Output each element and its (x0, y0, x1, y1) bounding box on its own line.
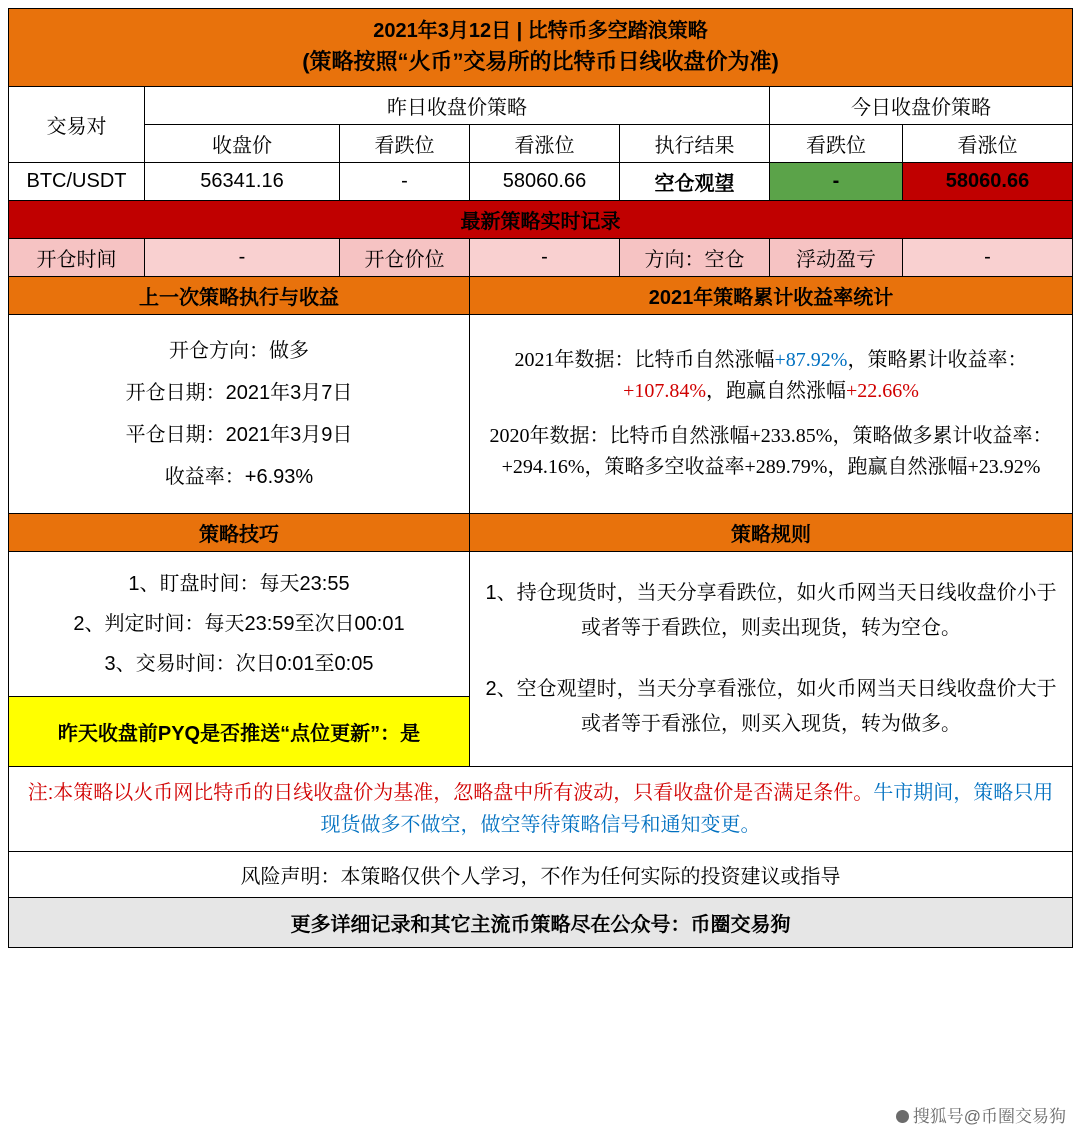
cell-bear-yesterday: - (340, 162, 470, 200)
stats-2021-cumulative: +107.84% (623, 379, 707, 402)
cell-bull-yesterday: 58060.66 (470, 162, 620, 200)
last-trade-profit: 收益率：+6.93% (164, 465, 314, 488)
tip-item-3: 3、交易时间：次日0:01至0:05 (104, 652, 374, 675)
table-row (9, 162, 1073, 200)
watermark-dot-icon (896, 1110, 909, 1123)
pnl-label: 浮动盈亏 (770, 238, 903, 276)
last-trade-block (9, 314, 470, 513)
col-header-bear-yesterday: 看跌位 (340, 124, 470, 162)
page-title (9, 9, 1073, 87)
title-line-1: 2021年3月12日 | 比特币多空踏浪策略 (373, 20, 708, 42)
note-red: 注:本策略以火币网比特币的日线收盘价为基准，忽略盘中所有波动，只看收盘价是否满足条件。 (27, 781, 874, 804)
col-group-today: 今日收盘价策略 (770, 86, 1073, 124)
table-group-header-row (9, 86, 1073, 124)
last-trade-open-date: 开仓日期：2021年3月7日 (125, 381, 353, 404)
rules-title: 策略规则 (470, 513, 1073, 551)
record-title: 最新策略实时记录 (9, 200, 1073, 238)
strategy-table (8, 8, 1073, 948)
watermark-text: 搜狐号@币圈交易狗 (912, 1107, 1066, 1126)
header-row (9, 9, 1073, 87)
tips-block (9, 551, 470, 696)
open-price-value: - (470, 238, 620, 276)
tips-title: 策略技巧 (9, 513, 470, 551)
last-trade-direction: 开仓方向：做多 (169, 339, 309, 362)
cell-close: 56341.16 (145, 162, 340, 200)
disclaimer: 风险声明：本策略仅供个人学习，不作为任何实际的投资建议或指导 (9, 851, 1073, 897)
cell-pair: BTC/USDT (9, 162, 145, 200)
cell-bear-today: - (770, 162, 903, 200)
rules-block (470, 551, 1073, 766)
stats-block (470, 314, 1073, 513)
notes-block (9, 766, 1073, 851)
last-trade-stats-row (9, 314, 1073, 513)
open-time-label: 开仓时间 (9, 238, 145, 276)
col-header-close: 收盘价 (145, 124, 340, 162)
notes-row (9, 766, 1073, 851)
stats-2021 (480, 345, 1062, 407)
stats-title: 2021年策略累计收益率统计 (470, 276, 1073, 314)
watermark (896, 1102, 1066, 1127)
note-blue: 牛市期间，策略只用现货做多不做空，做空等待策略信号和通知变更。 (320, 781, 1054, 836)
push-note: 昨天收盘前PYQ是否推送“点位更新”：是 (9, 696, 470, 766)
pnl-value: - (903, 238, 1073, 276)
table-subheader-row (9, 124, 1073, 162)
col-header-bull-yesterday: 看涨位 (470, 124, 620, 162)
stats-2021-e: ，跑赢自然涨幅 (706, 379, 847, 402)
stats-2021-outperform: +22.66% (846, 379, 919, 402)
tip-item-2: 2、判定时间：每天23:59至次日00:01 (73, 612, 405, 635)
col-header-pair: 交易对 (9, 86, 145, 162)
disclaimer-row (9, 851, 1073, 897)
last-trade-title: 上一次策略执行与收益 (9, 276, 470, 314)
title-line-2: (策略按照“火币”交易所的比特币日线收盘价为准) (302, 49, 779, 74)
tip-item-1: 1、盯盘时间：每天23:55 (128, 572, 350, 595)
rule-item-1: 1、持仓现货时，当天分享看跌位，如火币网当天日线收盘价小于或者等于看跌位，则卖出现货，转为空仓。 (485, 581, 1057, 639)
stats-2021-a: 2021年数据：比特币自然涨幅 (514, 348, 775, 371)
section-bars-row (9, 276, 1073, 314)
record-title-row (9, 200, 1073, 238)
col-header-result: 执行结果 (620, 124, 770, 162)
cell-result: 空仓观望 (620, 162, 770, 200)
col-group-yesterday: 昨日收盘价策略 (145, 86, 770, 124)
stats-2020: 2020年数据：比特币自然涨幅+233.85%，策略做多累计收益率：+294.16%，策略多空收益率+289.79%，跑赢自然涨幅+23.92% (489, 424, 1053, 478)
stats-2021-c: ，策略累计收益率： (847, 348, 1028, 371)
open-time-value: - (145, 238, 340, 276)
col-header-bull-today: 看涨位 (903, 124, 1073, 162)
footer-note: 更多详细记录和其它主流币策略尽在公众号：币圈交易狗 (9, 897, 1073, 947)
last-trade-close-date: 平仓日期：2021年3月9日 (125, 423, 353, 446)
direction-value: 方向：空仓 (620, 238, 770, 276)
cell-bull-today: 58060.66 (903, 162, 1073, 200)
tips-rules-body-row (9, 551, 1073, 696)
tips-rules-bars-row (9, 513, 1073, 551)
rule-item-2: 2、空仓观望时，当天分享看涨位，如火币网当天日线收盘价大于或者等于看涨位，则买入现货，转为做多。 (485, 677, 1057, 735)
footer-row (9, 897, 1073, 947)
col-header-bear-today: 看跌位 (770, 124, 903, 162)
stats-2021-natural: +87.92% (774, 348, 848, 371)
open-price-label: 开仓价位 (340, 238, 470, 276)
record-row (9, 238, 1073, 276)
